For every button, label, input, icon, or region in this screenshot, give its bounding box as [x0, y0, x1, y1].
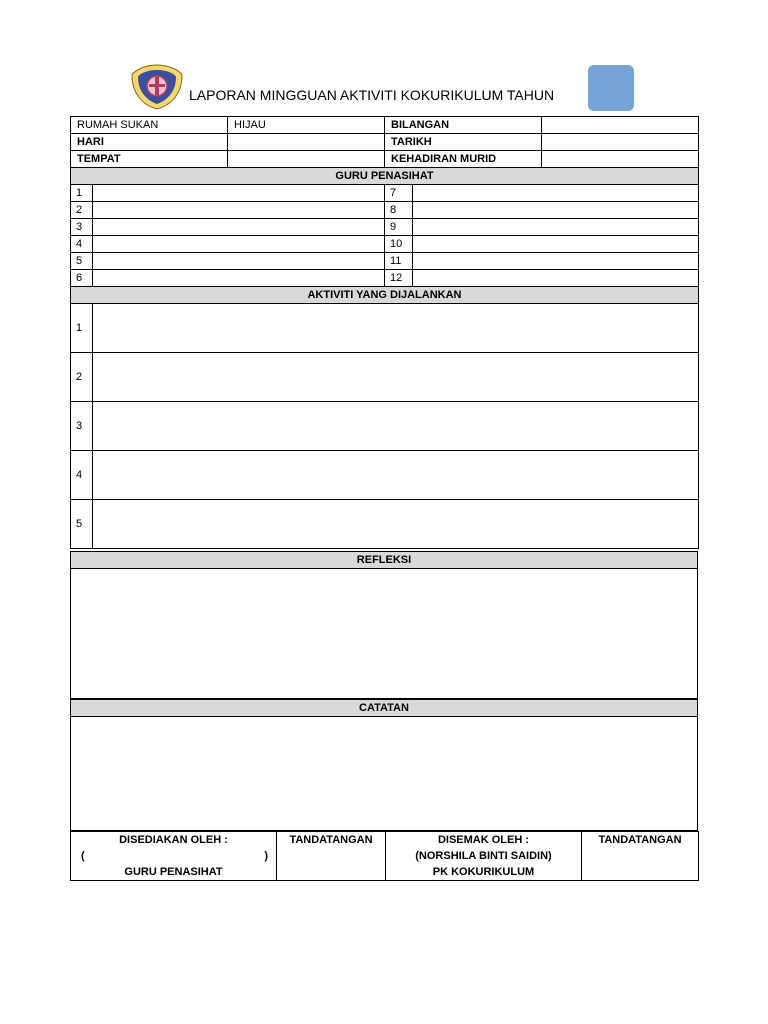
aktiviti-num: 5	[71, 500, 93, 549]
aktiviti-num: 1	[71, 304, 93, 353]
catatan-heading: CATATAN	[71, 700, 698, 717]
pk-kokurikulum-label: PK KOKURIKULUM	[432, 866, 535, 878]
disemak-cell	[386, 832, 582, 881]
guru-row	[71, 236, 699, 253]
aktiviti-row	[71, 304, 699, 353]
guru-row	[71, 253, 699, 270]
guru-field[interactable]	[413, 202, 699, 219]
guru-field[interactable]	[93, 253, 385, 270]
tarikh-label: TARIKH	[385, 134, 542, 151]
aktiviti-field[interactable]	[93, 451, 699, 500]
aktiviti-field[interactable]	[93, 402, 699, 451]
guru-num: 2	[71, 202, 93, 219]
rumah-sukan-label: RUMAH SUKAN	[71, 117, 228, 134]
photo-placeholder-box	[588, 65, 634, 111]
page-title: LAPORAN MINGGUAN AKTIVITI KOKURIKULUM TAHUN	[189, 87, 555, 103]
aktiviti-field[interactable]	[93, 500, 699, 549]
guru-row	[71, 202, 699, 219]
aktiviti-num: 4	[71, 451, 93, 500]
guru-num: 3	[71, 219, 93, 236]
guru-num: 12	[385, 270, 413, 287]
guru-field[interactable]	[413, 219, 699, 236]
aktiviti-field[interactable]	[93, 353, 699, 402]
disediakan-label: DISEDIAKAN OLEH :	[119, 834, 228, 846]
tarikh-field[interactable]	[542, 134, 699, 151]
disediakan-cell	[71, 832, 277, 881]
guru-num: 7	[385, 185, 413, 202]
bilangan-label: BILANGAN	[385, 117, 542, 134]
guru-num: 1	[71, 185, 93, 202]
aktiviti-field[interactable]	[93, 304, 699, 353]
guru-field[interactable]	[93, 185, 385, 202]
kehadiran-field[interactable]	[542, 151, 699, 168]
guru-num: 4	[71, 236, 93, 253]
guru-num: 8	[385, 202, 413, 219]
tempat-label: TEMPAT	[71, 151, 228, 168]
aktiviti-table	[70, 286, 699, 549]
guru-penasihat-table	[70, 167, 699, 287]
guru-field[interactable]	[93, 202, 385, 219]
tempat-field[interactable]	[228, 151, 385, 168]
guru-field[interactable]	[413, 253, 699, 270]
aktiviti-row	[71, 500, 699, 549]
guru-num: 6	[71, 270, 93, 287]
guru-penasihat-heading: GURU PENASIHAT	[71, 168, 699, 185]
guru-row	[71, 185, 699, 202]
guru-penasihat-label: GURU PENASIHAT	[124, 866, 223, 878]
guru-field[interactable]	[413, 185, 699, 202]
hari-label: HARI	[71, 134, 228, 151]
aktiviti-row	[71, 402, 699, 451]
aktiviti-num: 3	[71, 402, 93, 451]
guru-field[interactable]	[93, 236, 385, 253]
refleksi-field[interactable]	[71, 569, 698, 699]
refleksi-heading: REFLEKSI	[71, 552, 698, 569]
catatan-field[interactable]	[71, 717, 698, 831]
kehadiran-label: KEHADIRAN MURID	[385, 151, 542, 168]
guru-num: 9	[385, 219, 413, 236]
guru-field[interactable]	[93, 270, 385, 287]
guru-row	[71, 270, 699, 287]
guru-num: 11	[385, 253, 413, 270]
guru-row	[71, 219, 699, 236]
open-paren: (	[81, 850, 85, 862]
tandatangan-label-2: TANDATANGAN	[598, 834, 682, 846]
info-table	[70, 116, 699, 168]
guru-field[interactable]	[93, 219, 385, 236]
hari-field[interactable]	[228, 134, 385, 151]
disemak-name: (NORSHILA BINTI SAIDIN)	[415, 850, 552, 862]
close-paren: )	[264, 850, 268, 862]
refleksi-table	[70, 551, 698, 699]
aktiviti-heading: AKTIVITI YANG DIJALANKAN	[71, 287, 699, 304]
school-crest-icon	[130, 63, 184, 111]
tandatangan-label-1: TANDATANGAN	[289, 834, 373, 846]
aktiviti-row	[71, 353, 699, 402]
guru-num: 5	[71, 253, 93, 270]
aktiviti-row	[71, 451, 699, 500]
guru-num: 10	[385, 236, 413, 253]
bilangan-field[interactable]	[542, 117, 699, 134]
aktiviti-num: 2	[71, 353, 93, 402]
catatan-table	[70, 699, 698, 831]
guru-field[interactable]	[413, 236, 699, 253]
tandatangan-cell-1[interactable]	[277, 832, 386, 881]
disemak-label: DISEMAK OLEH :	[437, 834, 530, 846]
tandatangan-cell-2[interactable]	[582, 832, 699, 881]
guru-field[interactable]	[413, 270, 699, 287]
rumah-sukan-value[interactable]: HIJAU	[228, 117, 385, 134]
signature-table	[70, 831, 699, 881]
